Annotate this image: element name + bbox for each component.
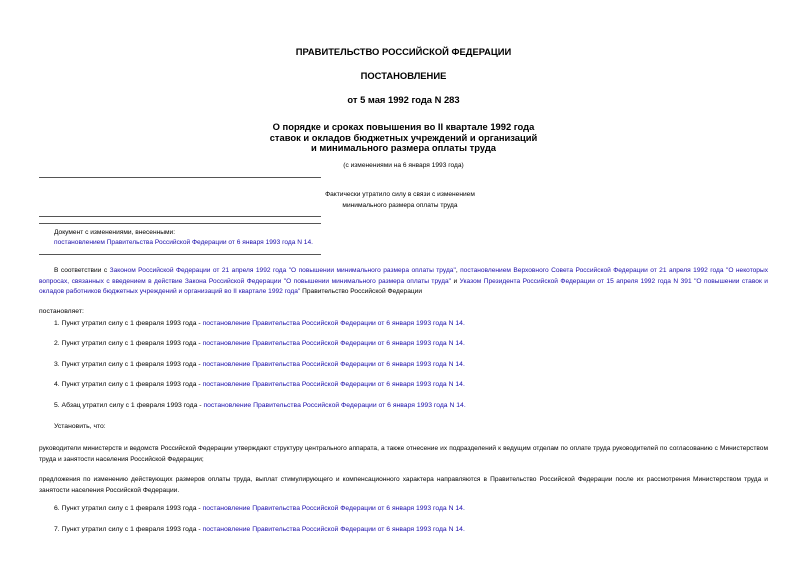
establish-label: Установить, что: bbox=[54, 423, 106, 430]
item-link[interactable]: постановление Правительства Российской Федерации от 6 января 1993 года N 14. bbox=[202, 340, 465, 347]
org-heading: ПРАВИТЕЛЬСТВО РОССИЙСКОЙ ФЕДЕРАЦИИ bbox=[295, 46, 512, 57]
list-item bbox=[54, 505, 465, 512]
decrees-label: постановляет: bbox=[39, 308, 84, 315]
proposals-paragraph: предложения по изменению действующих размеров оплаты труда, выплат стимулирующего и компенсационного характера направляются в Правительство Российской Федерации после их рассмотрения Министерством труда и занятости населения Российской Федерации. bbox=[39, 476, 768, 494]
list-item bbox=[54, 381, 465, 388]
item-text: 7. Пункт утратил силу с 1 февраля 1993 года - bbox=[54, 526, 203, 533]
status-note-line: Фактически утратило силу в связи с изменением bbox=[325, 191, 475, 198]
preamble-text: Правительство Российской Федерации bbox=[300, 288, 423, 296]
law-link[interactable]: Законом Российской Федерации от 21 апреля 1992 года "О повышении минимального размера оплаты труда" bbox=[109, 267, 456, 274]
title-line: О порядке и сроках повышения во II квартале 1992 года bbox=[272, 121, 535, 132]
list-item bbox=[54, 526, 465, 533]
divider bbox=[39, 254, 321, 255]
preamble-text: , bbox=[455, 267, 461, 274]
date-line: от 5 мая 1992 года N 283 bbox=[347, 94, 460, 105]
changes-note: (с изменениями на 6 января 1993 года) bbox=[343, 162, 464, 169]
status-note bbox=[300, 190, 500, 211]
heads-paragraph: руководители министерств и ведомств Российской Федерации утверждают структуру центрального аппарата, а также отнесение их подразделений к ведущим отделам по оплате труда руководителей по согласованию с Министерством труда и занятости населения Российской Федерации; bbox=[39, 445, 768, 463]
list-item bbox=[54, 320, 465, 327]
doc-type-heading: ПОСТАНОВЛЕНИЕ bbox=[360, 70, 447, 81]
resolution-link[interactable]: постановлением Верховного Совета Российской Федерации от 21 апреля 1992 года "О некоторых вопросах, связанных с введением в действие Закона Российской Федерации "О повышении минимального размера оплаты труда" bbox=[39, 267, 769, 285]
preamble-text: и bbox=[450, 277, 460, 285]
list-item bbox=[54, 340, 465, 347]
divider bbox=[39, 216, 321, 217]
list-item bbox=[54, 361, 465, 368]
list-item bbox=[54, 402, 466, 409]
divider bbox=[39, 177, 321, 178]
item-link[interactable]: постановление Правительства Российской Федерации от 6 января 1993 года N 14. bbox=[202, 526, 465, 533]
item-text: 2. Пункт утратил силу с 1 февраля 1993 года - bbox=[54, 340, 203, 347]
preamble-text: В соответствии с bbox=[54, 267, 110, 274]
item-link[interactable]: постановление Правительства Российской Федерации от 6 января 1993 года N 14. bbox=[202, 381, 465, 388]
item-link[interactable]: постановление Правительства Российской Федерации от 6 января 1993 года N 14. bbox=[202, 361, 465, 368]
title-line: ставок и окладов бюджетных учреждений и организаций bbox=[269, 131, 538, 143]
item-link[interactable]: постановление Правительства Российской Федерации от 6 января 1993 года N 14. bbox=[202, 320, 465, 327]
item-text: 6. Пункт утратил силу с 1 февраля 1993 года - bbox=[54, 505, 203, 512]
document-title bbox=[0, 122, 807, 154]
title-line: и минимального размера оплаты труда bbox=[310, 142, 496, 153]
item-text: 1. Пункт утратил силу с 1 февраля 1993 года - bbox=[54, 320, 203, 327]
amendments-label: Документ с изменениями, внесенными: bbox=[54, 229, 176, 236]
status-note-line: минимального размера оплаты труда bbox=[342, 201, 458, 209]
item-text: 3. Пункт утратил силу с 1 февраля 1993 года - bbox=[54, 361, 203, 368]
item-text: 5. Абзац утратил силу с 1 февраля 1993 года - bbox=[54, 402, 204, 409]
divider bbox=[39, 223, 321, 224]
item-text: 4. Пункт утратил силу с 1 февраля 1993 года - bbox=[54, 381, 203, 388]
amendment-link[interactable]: постановлением Правительства Российской Федерации от 6 января 1993 года N 14. bbox=[54, 239, 313, 246]
preamble-paragraph bbox=[39, 266, 768, 298]
item-link[interactable]: постановление Правительства Российской Федерации от 6 января 1993 года N 14. bbox=[202, 505, 465, 512]
item-link[interactable]: постановление Правительства Российской Федерации от 6 января 1993 года N 14. bbox=[203, 402, 466, 409]
decree-link[interactable]: Указом Президента Российской Федерации от 15 апреля 1992 года N 391 "О повышении ставок и окладов работников бюджетных учреждений и организаций во II квартале 1992 года" bbox=[39, 277, 768, 296]
